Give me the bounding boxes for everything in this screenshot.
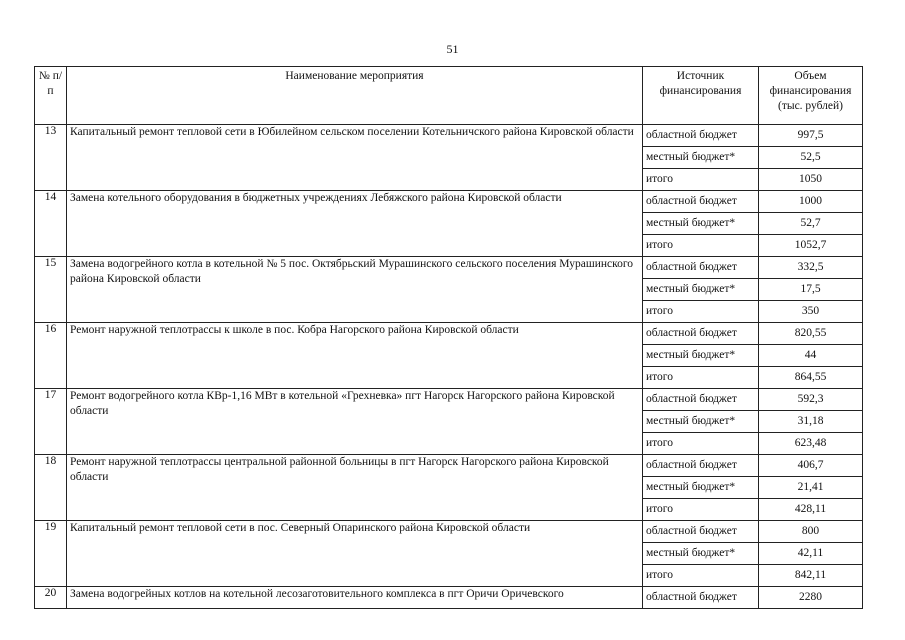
measure-name: Замена котельного оборудования в бюджетных учреждениях Лебяжского района Кировской области bbox=[67, 191, 643, 257]
table-row bbox=[35, 257, 863, 279]
funding-source: итого bbox=[643, 235, 759, 257]
funding-amount: 2280 bbox=[759, 587, 863, 609]
funding-amount: 623,48 bbox=[759, 433, 863, 455]
funding-source: итого bbox=[643, 367, 759, 389]
measure-name: Капитальный ремонт тепловой сети в пос. Северный Опаринского района Кировской области bbox=[67, 521, 643, 587]
funding-source: местный бюджет* bbox=[643, 279, 759, 301]
table-row bbox=[35, 323, 863, 345]
table-row bbox=[35, 455, 863, 477]
row-number: 19 bbox=[35, 521, 67, 587]
table-row bbox=[35, 521, 863, 543]
funding-table bbox=[34, 66, 863, 609]
funding-source: итого bbox=[643, 565, 759, 587]
funding-amount: 44 bbox=[759, 345, 863, 367]
funding-source: местный бюджет* bbox=[643, 411, 759, 433]
row-number: 17 bbox=[35, 389, 67, 455]
funding-amount: 332,5 bbox=[759, 257, 863, 279]
row-number: 16 bbox=[35, 323, 67, 389]
header-name: Наименование мероприятия bbox=[67, 67, 643, 125]
funding-source: итого bbox=[643, 301, 759, 323]
funding-source: местный бюджет* bbox=[643, 477, 759, 499]
funding-amount: 592,3 bbox=[759, 389, 863, 411]
funding-amount: 350 bbox=[759, 301, 863, 323]
funding-amount: 17,5 bbox=[759, 279, 863, 301]
funding-source: местный бюджет* bbox=[643, 543, 759, 565]
funding-amount: 406,7 bbox=[759, 455, 863, 477]
funding-amount: 52,7 bbox=[759, 213, 863, 235]
funding-source: областной бюджет bbox=[643, 257, 759, 279]
funding-amount: 997,5 bbox=[759, 125, 863, 147]
funding-amount: 1052,7 bbox=[759, 235, 863, 257]
funding-amount: 42,11 bbox=[759, 543, 863, 565]
table-row bbox=[35, 125, 863, 147]
funding-source: областной бюджет bbox=[643, 191, 759, 213]
funding-source: итого bbox=[643, 169, 759, 191]
header-amount: Объем финансирования (тыс. рублей) bbox=[759, 67, 863, 125]
funding-amount: 21,41 bbox=[759, 477, 863, 499]
funding-amount: 428,11 bbox=[759, 499, 863, 521]
measure-name: Ремонт наружной теплотрассы к школе в пос. Кобра Нагорского района Кировской области bbox=[67, 323, 643, 389]
funding-source: областной бюджет bbox=[643, 389, 759, 411]
funding-amount: 800 bbox=[759, 521, 863, 543]
page-number: 51 bbox=[446, 42, 459, 56]
measure-name: Ремонт наружной теплотрассы центральной районной больницы в пгт Нагорск Нагорского района Кировской области bbox=[67, 455, 643, 521]
funding-amount: 52,5 bbox=[759, 147, 863, 169]
funding-source: областной бюджет bbox=[643, 521, 759, 543]
funding-amount: 31,18 bbox=[759, 411, 863, 433]
row-number: 13 bbox=[35, 125, 67, 191]
table-row bbox=[35, 389, 863, 411]
funding-source: местный бюджет* bbox=[643, 345, 759, 367]
funding-amount: 1050 bbox=[759, 169, 863, 191]
funding-source: местный бюджет* bbox=[643, 213, 759, 235]
funding-source: областной бюджет bbox=[643, 323, 759, 345]
row-number: 15 bbox=[35, 257, 67, 323]
measure-name: Замена водогрейного котла в котельной № 5 пос. Октябрьский Мурашинского сельского поселения Мурашинского района Кировской области bbox=[67, 257, 643, 323]
header-num: № п/п bbox=[35, 67, 67, 125]
measure-name: Капитальный ремонт тепловой сети в Юбилейном сельском поселении Котельничского района Кировской области bbox=[67, 125, 643, 191]
header-source: Источник финансирования bbox=[643, 67, 759, 125]
funding-amount: 1000 bbox=[759, 191, 863, 213]
measure-name: Замена водогрейных котлов на котельной лесозаготовительного комплекса в пгт Оричи Оричевского bbox=[67, 587, 643, 609]
table-header-row bbox=[35, 67, 863, 125]
funding-amount: 864,55 bbox=[759, 367, 863, 389]
row-number: 20 bbox=[35, 587, 67, 609]
row-number: 14 bbox=[35, 191, 67, 257]
table-row bbox=[35, 587, 863, 609]
measure-name: Ремонт водогрейного котла КВр-1,16 МВт в котельной «Грехневка» пгт Нагорск Нагорского района Кировской области bbox=[67, 389, 643, 455]
funding-amount: 842,11 bbox=[759, 565, 863, 587]
funding-source: областной бюджет bbox=[643, 125, 759, 147]
funding-source: областной бюджет bbox=[643, 587, 759, 609]
table-row bbox=[35, 191, 863, 213]
funding-amount: 820,55 bbox=[759, 323, 863, 345]
funding-source: итого bbox=[643, 499, 759, 521]
funding-source: местный бюджет* bbox=[643, 147, 759, 169]
funding-source: итого bbox=[643, 433, 759, 455]
funding-source: областной бюджет bbox=[643, 455, 759, 477]
row-number: 18 bbox=[35, 455, 67, 521]
table-body bbox=[35, 125, 863, 609]
